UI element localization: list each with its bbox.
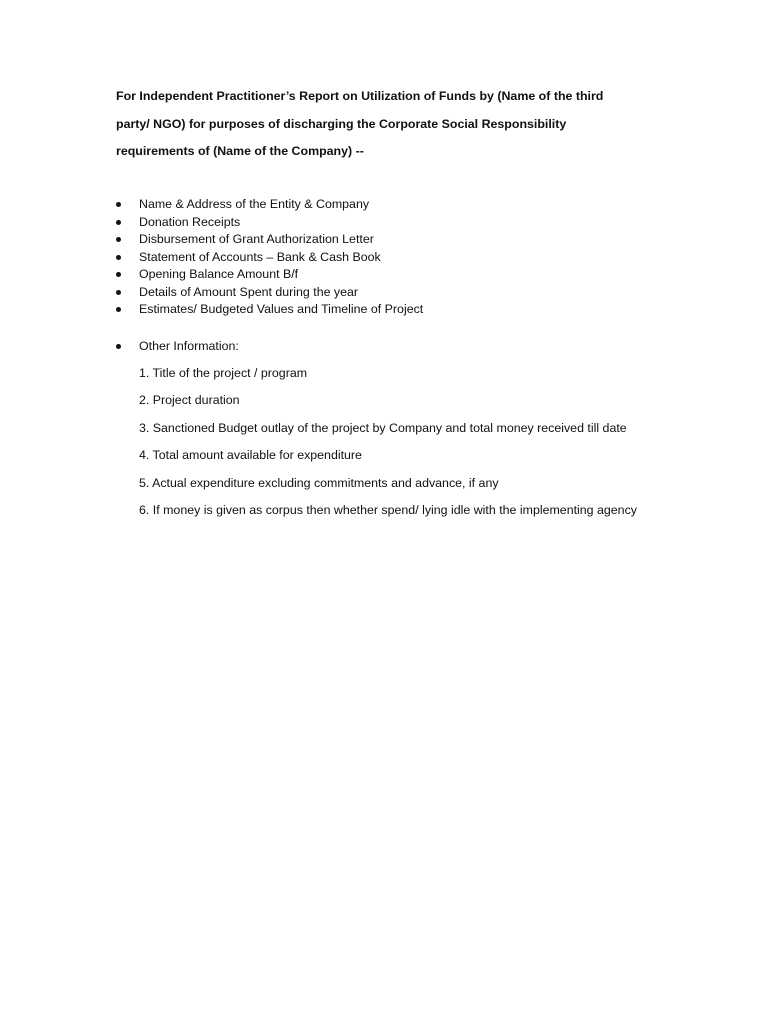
list-item-text: Name & Address of the Entity & Company bbox=[139, 197, 370, 211]
bullet-icon bbox=[116, 290, 121, 295]
numbered-item: 4. Total amount available for expenditure bbox=[139, 448, 362, 463]
numbered-item: 1. Title of the project / program bbox=[139, 366, 308, 380]
other-information-label bbox=[116, 336, 637, 356]
list-item-text: Donation Receipts bbox=[139, 214, 241, 229]
numbered-item: 2. Project duration bbox=[139, 393, 240, 408]
required-documents-list bbox=[116, 196, 423, 319]
list-item bbox=[116, 214, 423, 232]
heading-line: For Independent Practitioner’s Report on Utilization of Funds by (Name of the third bbox=[116, 89, 604, 103]
numbered-item: 3. Sanctioned Budget outlay of the project by Company and total money received till date bbox=[139, 420, 627, 435]
list-item-text: Estimates/ Budgeted Values and Timeline of Project bbox=[139, 302, 424, 316]
other-information-list bbox=[116, 363, 637, 527]
list-item-text: Statement of Accounts – Bank & Cash Book bbox=[139, 249, 381, 264]
heading-line: requirements of (Name of the Company) -- bbox=[116, 144, 364, 158]
bullet-icon bbox=[116, 307, 121, 312]
list-item bbox=[116, 231, 423, 249]
numbered-item: 6. If money is given as corpus then whether spend/ lying idle with the implementing agency bbox=[139, 502, 637, 517]
bullet-icon bbox=[116, 202, 121, 207]
heading-line: party/ NGO) for purposes of discharging the Corporate Social Responsibility bbox=[116, 116, 567, 131]
other-information-section bbox=[116, 336, 637, 527]
bullet-icon bbox=[116, 272, 121, 277]
bullet-icon bbox=[116, 220, 121, 225]
list-item-text: Opening Balance Amount B/f bbox=[139, 267, 299, 281]
list-item bbox=[116, 249, 423, 267]
document-heading bbox=[116, 84, 676, 167]
other-information-text: Other Information: bbox=[139, 339, 239, 353]
list-item bbox=[116, 301, 423, 319]
numbered-item: 5. Actual expenditure excluding commitments and advance, if any bbox=[139, 475, 499, 490]
bullet-icon bbox=[116, 344, 121, 349]
list-item-text: Details of Amount Spent during the year bbox=[139, 284, 359, 299]
bullet-icon bbox=[116, 237, 121, 242]
list-item bbox=[116, 196, 423, 214]
list-item bbox=[116, 266, 423, 284]
list-item-text: Disbursement of Grant Authorization Letter bbox=[139, 232, 374, 246]
list-item bbox=[116, 284, 423, 302]
bullet-icon bbox=[116, 255, 121, 260]
